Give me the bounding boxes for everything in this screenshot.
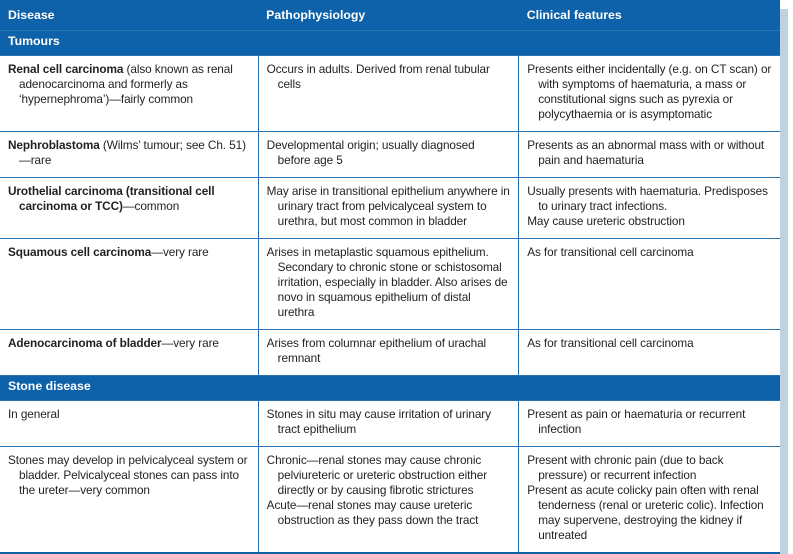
cell-paragraph: Developmental origin; usually diagnosed before age 5 — [266, 138, 475, 167]
table-row — [0, 56, 780, 132]
cell-clinical-features — [519, 239, 780, 330]
cell-disease — [0, 132, 258, 178]
cell-paragraph: May arise in transitional epithelium anywhere in urinary tract from pelvicalyceal system to urethra, but most common in bladder — [266, 184, 510, 228]
cell-paragraph: Presents either incidentally (e.g. on CT scan) or with symptoms of haematuria, a mass or constitutional signs such as pyrexia or polycythaemia or is asymptomatic — [527, 62, 772, 121]
cell-paragraph: Urothelial carcinoma (transitional cell carcinoma or TCC)—common — [8, 184, 215, 213]
column-header-clinical-features: Clinical features — [519, 0, 780, 31]
column-header-disease: Disease — [0, 0, 258, 31]
cell-paragraph: As for transitional cell carcinoma — [527, 336, 694, 350]
cell-paragraph: Squamous cell carcinoma—very rare — [8, 245, 209, 259]
cell-paragraph: Stones in situ may cause irritation of urinary tract epithelium — [266, 407, 491, 436]
table-row — [0, 401, 780, 447]
cell-paragraph: Presents as an abnormal mass with or without pain and haematuria — [527, 138, 765, 167]
cell-disease — [0, 178, 258, 239]
section-label: Tumours — [0, 31, 780, 56]
cell-clinical-features — [519, 132, 780, 178]
cell-paragraph: Acute—renal stones may cause ureteric obstruction as they pass down the tract — [266, 498, 479, 527]
cell-paragraph: May cause ureteric obstruction — [527, 214, 685, 228]
disease-name-bold: Squamous cell carcinoma — [8, 245, 152, 259]
cell-pathophysiology — [258, 401, 519, 447]
table-row — [0, 178, 780, 239]
table-row — [0, 330, 780, 376]
table-row — [0, 239, 780, 330]
disease-name-bold: Nephroblastoma — [8, 138, 100, 152]
cell-pathophysiology — [258, 330, 519, 376]
cell-paragraph: Renal cell carcinoma (also known as renal adenocarcinoma and formerly as ‘hypernephroma’)—fairly common — [8, 62, 233, 106]
cell-clinical-features — [519, 178, 780, 239]
cell-paragraph: Stones may develop in pelvicalyceal system or bladder. Pelvicalyceal stones can pass into the ureter—very common — [8, 453, 248, 497]
cell-disease — [0, 330, 258, 376]
table-header — [0, 0, 780, 31]
section-row — [0, 31, 780, 56]
cell-paragraph: Arises in metaplastic squamous epithelium. Secondary to chronic stone or schistosomal irritation, especially in bladder. Also arises de novo in squamous epithelium of distal urethra — [266, 245, 508, 319]
cell-paragraph: Present as acute colicky pain often with renal tenderness (renal or ureteric colic). Infection may supervene, destroying the kidney if untreated — [527, 483, 764, 542]
cell-paragraph: Adenocarcinoma of bladder—very rare — [8, 336, 219, 350]
cell-disease — [0, 239, 258, 330]
cell-clinical-features — [519, 447, 780, 553]
cell-disease — [0, 447, 258, 553]
cell-clinical-features — [519, 56, 780, 132]
cell-paragraph: Usually presents with haematuria. Predisposes to urinary tract infections. — [527, 184, 768, 213]
cell-paragraph: As for transitional cell carcinoma — [527, 245, 694, 259]
header-row — [0, 0, 780, 31]
cell-paragraph: Present with chronic pain (due to back pressure) or recurrent infection — [527, 453, 724, 482]
table-row — [0, 447, 780, 553]
section-label: Stone disease — [0, 376, 780, 401]
cell-pathophysiology — [258, 132, 519, 178]
disease-name-bold: Urothelial carcinoma (transitional cell carcinoma or TCC) — [8, 184, 215, 213]
cell-paragraph: Chronic—renal stones may cause chronic pelviureteric or ureteric obstruction either directly or by causing fibrotic strictures — [266, 453, 488, 497]
column-header-pathophysiology: Pathophysiology — [258, 0, 519, 31]
cell-pathophysiology — [258, 239, 519, 330]
disease-name-bold: Renal cell carcinoma — [8, 62, 124, 76]
table-body — [0, 31, 780, 553]
cell-pathophysiology — [258, 447, 519, 553]
cell-paragraph: Arises from columnar epithelium of urachal remnant — [266, 336, 487, 365]
disease-name-bold: Adenocarcinoma of bladder — [8, 336, 162, 350]
cell-clinical-features — [519, 330, 780, 376]
cell-pathophysiology — [258, 178, 519, 239]
cell-paragraph: In general — [8, 407, 60, 421]
cell-disease — [0, 401, 258, 447]
cell-pathophysiology — [258, 56, 519, 132]
table-row — [0, 132, 780, 178]
cell-disease — [0, 56, 258, 132]
section-row — [0, 376, 780, 401]
cell-clinical-features — [519, 401, 780, 447]
cell-paragraph: Present as pain or haematuria or recurrent infection — [527, 407, 746, 436]
cell-paragraph: Nephroblastoma (Wilms’ tumour; see Ch. 51)—rare — [8, 138, 246, 167]
cell-paragraph: Occurs in adults. Derived from renal tubular cells — [266, 62, 490, 91]
